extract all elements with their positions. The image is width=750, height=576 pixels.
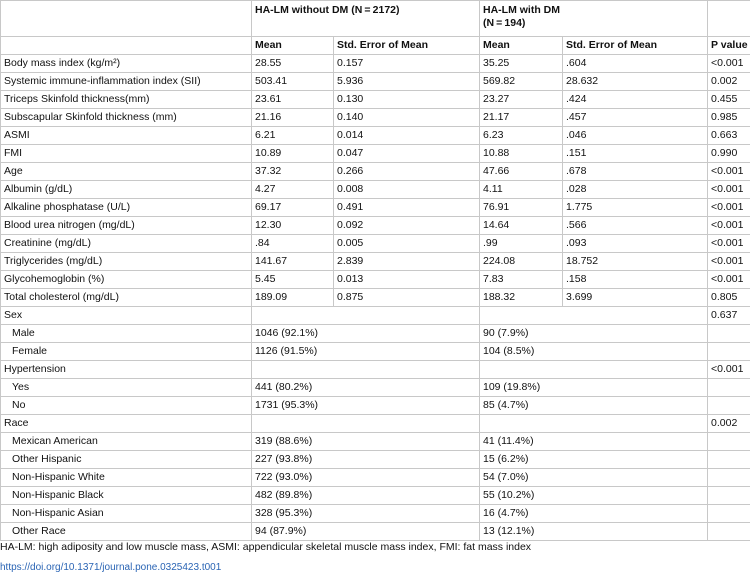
table-row (1, 253, 750, 271)
category-label: Other Hispanic (1, 451, 252, 469)
table-row (1, 73, 750, 91)
table-row (1, 181, 750, 199)
header-group-without-dm: HA-LM without DM (N = 2172) (252, 1, 480, 37)
mean-with-dm: 76.91 (480, 199, 563, 217)
variable-label: Systemic immune-inflammation index (SII) (1, 73, 252, 91)
mean-without-dm: 141.67 (252, 253, 334, 271)
mean-without-dm: 4.27 (252, 181, 334, 199)
sem-without-dm: 0.140 (334, 109, 480, 127)
mean-with-dm: 10.88 (480, 145, 563, 163)
p-value: <0.001 (708, 163, 750, 181)
table-row (1, 235, 750, 253)
mean-with-dm: 35.25 (480, 55, 563, 73)
p-value: <0.001 (708, 361, 750, 379)
header-empty-cell (1, 37, 252, 55)
p-value: <0.001 (708, 199, 750, 217)
group-header-row (1, 361, 750, 379)
table-row (1, 109, 750, 127)
group-label: Hypertension (1, 361, 252, 379)
group-header-row (1, 307, 750, 325)
empty-cell (252, 415, 480, 433)
variable-label: Body mass index (kg/m²) (1, 55, 252, 73)
count-without-dm: 328 (95.3%) (252, 505, 480, 523)
mean-with-dm: .99 (480, 235, 563, 253)
empty-cell (708, 397, 750, 415)
variable-label: Creatinine (mg/dL) (1, 235, 252, 253)
mean-with-dm: 7.83 (480, 271, 563, 289)
sem-with-dm: .604 (563, 55, 708, 73)
sem-with-dm: 28.632 (563, 73, 708, 91)
empty-cell (708, 325, 750, 343)
table-row (1, 271, 750, 289)
count-with-dm: 54 (7.0%) (480, 469, 708, 487)
mean-with-dm: 23.27 (480, 91, 563, 109)
table-row (1, 289, 750, 307)
p-value: <0.001 (708, 235, 750, 253)
mean-without-dm: 189.09 (252, 289, 334, 307)
variable-label: Total cholesterol (mg/dL) (1, 289, 252, 307)
mean-with-dm: 6.23 (480, 127, 563, 145)
header-pvalue: P value (708, 37, 750, 55)
count-with-dm: 109 (19.8%) (480, 379, 708, 397)
sem-with-dm: .028 (563, 181, 708, 199)
count-with-dm: 16 (4.7%) (480, 505, 708, 523)
category-label: Non-Hispanic White (1, 469, 252, 487)
count-with-dm: 15 (6.2%) (480, 451, 708, 469)
table-row (1, 397, 750, 415)
category-label: Other Race (1, 523, 252, 541)
count-with-dm: 55 (10.2%) (480, 487, 708, 505)
sem-without-dm: 0.013 (334, 271, 480, 289)
count-without-dm: 319 (88.6%) (252, 433, 480, 451)
mean-without-dm: 37.32 (252, 163, 334, 181)
p-value: 0.663 (708, 127, 750, 145)
header-sem-2: Std. Error of Mean (563, 37, 708, 55)
empty-cell (252, 307, 480, 325)
sem-without-dm: 0.157 (334, 55, 480, 73)
mean-without-dm: 69.17 (252, 199, 334, 217)
mean-without-dm: 21.16 (252, 109, 334, 127)
table-row (1, 523, 750, 541)
table-row (1, 325, 750, 343)
table-footnote: HA-LM: high adiposity and low muscle mass, ASMI: appendicular skeletal muscle mass index, FMI: fat mass index (0, 541, 532, 553)
count-without-dm: 1731 (95.3%) (252, 397, 480, 415)
count-with-dm: 104 (8.5%) (480, 343, 708, 361)
variable-label: Glycohemoglobin (%) (1, 271, 252, 289)
doi-link[interactable]: https://doi.org/10.1371/journal.pone.0325423.t001 (0, 562, 222, 573)
count-without-dm: 722 (93.0%) (252, 469, 480, 487)
count-without-dm: 94 (87.9%) (252, 523, 480, 541)
count-with-dm: 90 (7.9%) (480, 325, 708, 343)
empty-cell (708, 343, 750, 361)
sem-without-dm: 0.130 (334, 91, 480, 109)
empty-cell (708, 523, 750, 541)
sem-with-dm: .678 (563, 163, 708, 181)
table-row (1, 55, 750, 73)
category-label: Male (1, 325, 252, 343)
count-without-dm: 227 (93.8%) (252, 451, 480, 469)
header-row-groups (1, 1, 750, 37)
p-value: <0.001 (708, 181, 750, 199)
table-row (1, 451, 750, 469)
p-value: 0.455 (708, 91, 750, 109)
empty-cell (480, 361, 708, 379)
sem-without-dm: 0.875 (334, 289, 480, 307)
mean-without-dm: 6.21 (252, 127, 334, 145)
empty-cell (708, 379, 750, 397)
sem-without-dm: 5.936 (334, 73, 480, 91)
table-row (1, 145, 750, 163)
p-value: 0.002 (708, 415, 750, 433)
sem-without-dm: 0.008 (334, 181, 480, 199)
count-without-dm: 1046 (92.1%) (252, 325, 480, 343)
mean-without-dm: 5.45 (252, 271, 334, 289)
mean-with-dm: 14.64 (480, 217, 563, 235)
p-value: <0.001 (708, 55, 750, 73)
table-row (1, 127, 750, 145)
table-row (1, 343, 750, 361)
sem-without-dm: 2.839 (334, 253, 480, 271)
empty-cell (708, 505, 750, 523)
sem-without-dm: 0.005 (334, 235, 480, 253)
variable-label: Age (1, 163, 252, 181)
mean-without-dm: 503.41 (252, 73, 334, 91)
sem-with-dm: .457 (563, 109, 708, 127)
count-without-dm: 441 (80.2%) (252, 379, 480, 397)
table-row (1, 487, 750, 505)
sem-with-dm: .046 (563, 127, 708, 145)
variable-label: Triceps Skinfold thickness(mm) (1, 91, 252, 109)
mean-without-dm: 12.30 (252, 217, 334, 235)
header-mean-2: Mean (480, 37, 563, 55)
empty-cell (480, 415, 708, 433)
sem-with-dm: .424 (563, 91, 708, 109)
table-row (1, 469, 750, 487)
category-label: Yes (1, 379, 252, 397)
p-value: 0.990 (708, 145, 750, 163)
sem-with-dm: .158 (563, 271, 708, 289)
mean-with-dm: 21.17 (480, 109, 563, 127)
p-value: 0.985 (708, 109, 750, 127)
sem-with-dm: .151 (563, 145, 708, 163)
count-with-dm: 85 (4.7%) (480, 397, 708, 415)
table-row (1, 163, 750, 181)
group-label: Sex (1, 307, 252, 325)
mean-with-dm: 188.32 (480, 289, 563, 307)
table-row (1, 505, 750, 523)
p-value: 0.805 (708, 289, 750, 307)
p-value: 0.637 (708, 307, 750, 325)
count-with-dm: 13 (12.1%) (480, 523, 708, 541)
table-row (1, 91, 750, 109)
mean-without-dm: .84 (252, 235, 334, 253)
variable-label: Blood urea nitrogen (mg/dL) (1, 217, 252, 235)
mean-with-dm: 224.08 (480, 253, 563, 271)
variable-label: Subscapular Skinfold thickness (mm) (1, 109, 252, 127)
category-label: Female (1, 343, 252, 361)
category-label: Non-Hispanic Black (1, 487, 252, 505)
variable-label: FMI (1, 145, 252, 163)
table-row (1, 379, 750, 397)
group-label: Race (1, 415, 252, 433)
category-label: Mexican American (1, 433, 252, 451)
count-without-dm: 482 (89.8%) (252, 487, 480, 505)
mean-without-dm: 10.89 (252, 145, 334, 163)
header-sem-1: Std. Error of Mean (334, 37, 480, 55)
header-group-with-dm: HA-LM with DM (N = 194) (480, 1, 708, 37)
variable-label: Albumin (g/dL) (1, 181, 252, 199)
sem-without-dm: 0.491 (334, 199, 480, 217)
empty-cell (708, 469, 750, 487)
p-value: 0.002 (708, 73, 750, 91)
sem-with-dm: .566 (563, 217, 708, 235)
empty-cell (480, 307, 708, 325)
empty-cell (708, 451, 750, 469)
count-without-dm: 1126 (91.5%) (252, 343, 480, 361)
variable-label: ASMI (1, 127, 252, 145)
table-row (1, 433, 750, 451)
p-value: <0.001 (708, 271, 750, 289)
variable-label: Triglycerides (mg/dL) (1, 253, 252, 271)
group-header-row (1, 415, 750, 433)
category-label: No (1, 397, 252, 415)
sem-with-dm: 18.752 (563, 253, 708, 271)
sem-with-dm: 3.699 (563, 289, 708, 307)
mean-with-dm: 569.82 (480, 73, 563, 91)
header-row-columns (1, 37, 750, 55)
p-value: <0.001 (708, 217, 750, 235)
sem-without-dm: 0.047 (334, 145, 480, 163)
sem-without-dm: 0.092 (334, 217, 480, 235)
mean-with-dm: 47.66 (480, 163, 563, 181)
empty-cell (708, 487, 750, 505)
sem-with-dm: 1.775 (563, 199, 708, 217)
empty-cell (252, 361, 480, 379)
sem-without-dm: 0.266 (334, 163, 480, 181)
header-mean-1: Mean (252, 37, 334, 55)
header-empty-cell (1, 1, 252, 37)
mean-without-dm: 23.61 (252, 91, 334, 109)
header-empty-cell (708, 1, 750, 37)
category-label: Non-Hispanic Asian (1, 505, 252, 523)
mean-with-dm: 4.11 (480, 181, 563, 199)
p-value: <0.001 (708, 253, 750, 271)
count-with-dm: 41 (11.4%) (480, 433, 708, 451)
empty-cell (708, 433, 750, 451)
table-row (1, 199, 750, 217)
table-row (1, 217, 750, 235)
mean-without-dm: 28.55 (252, 55, 334, 73)
sem-without-dm: 0.014 (334, 127, 480, 145)
variable-label: Alkaline phosphatase (U/L) (1, 199, 252, 217)
sem-with-dm: .093 (563, 235, 708, 253)
